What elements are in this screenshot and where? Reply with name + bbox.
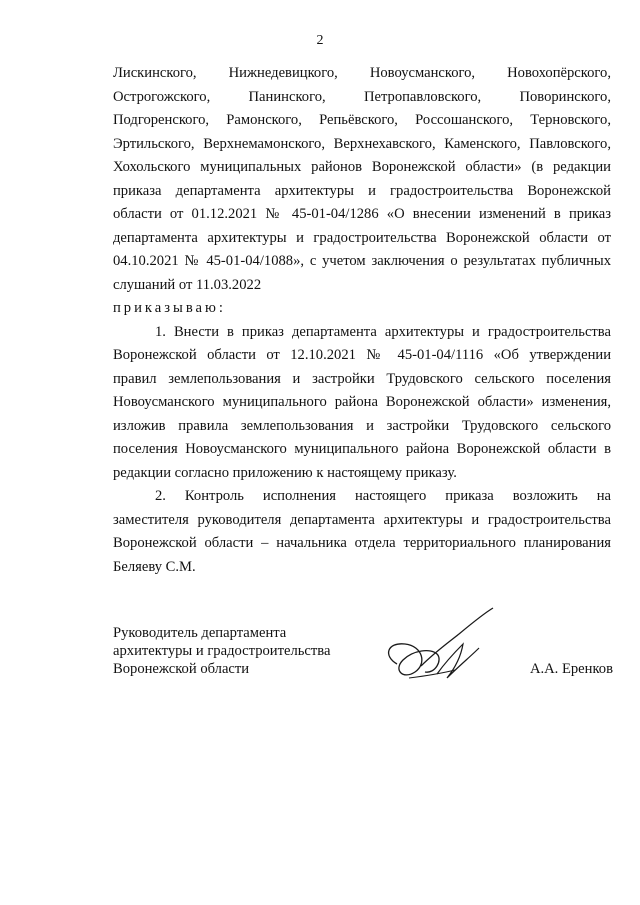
- text-line: изложив правила землепользования и застройки Трудовского сельского: [113, 417, 611, 434]
- text-line: Воронежской области – начальника отдела территориального планирования: [113, 535, 611, 551]
- text-line: заместителя руководителя департамента архитектуры и градостроительства: [113, 511, 611, 528]
- text-line: поселения Новоусманского муниципального района Воронежской области в: [113, 441, 611, 457]
- text-line: Острогожского, Панинского, Петропавловского, Поворинского,: [113, 88, 611, 105]
- text-line: Лискинского, Нижнедевицкого, Новоусманского, Новохопёрского,: [113, 65, 611, 81]
- text-line: департамента архитектуры и градостроительства Воронежской области от: [113, 229, 611, 246]
- text-line: Беляеву С.М.: [113, 558, 196, 575]
- text-line: Хохольского муниципальных районов Воронежской области» (в редакции: [113, 159, 611, 175]
- signatory-title-line-2: архитектуры и градостроительства: [113, 643, 331, 659]
- text-line: 2. Контроль исполнения настоящего приказа возложить на: [155, 488, 611, 504]
- page-number: 2: [316, 33, 324, 48]
- text-line: Новоусманского муниципального района Воронежской области» изменения,: [113, 394, 611, 410]
- handwritten-signature: [375, 604, 505, 699]
- signatory-name: А.А. Еренков: [529, 661, 613, 677]
- signatory-title-line-1: Руководитель департамента: [113, 625, 287, 641]
- text-line: приказа департамента архитектуры и градостроительства Воронежской: [113, 182, 611, 199]
- text-line: приказываю:: [113, 300, 226, 316]
- text-line: правил землепользования и застройки Трудовского сельского поселения: [113, 370, 611, 387]
- text-line: Эртильского, Верхнемамонского, Верхнехавского, Каменского, Павловского,: [113, 135, 611, 152]
- text-line: области от 01.12.2021 № 45-01-04/1286 «О внесении изменений в приказ: [113, 206, 611, 222]
- signatory-title: [113, 624, 330, 678]
- signature-block: [113, 624, 613, 714]
- document-body: [113, 62, 611, 579]
- text-line: слушаний от 11.03.2022: [113, 276, 262, 293]
- signatory-title-line-3: Воронежской области: [113, 661, 250, 677]
- text-line: 1. Внести в приказ департамента архитектуры и градостроительства: [155, 323, 611, 340]
- text-line: Подгоренского, Рамонского, Репьёвского, Россошанского, Терновского,: [113, 112, 611, 128]
- text-line: редакции согласно приложению к настоящему приказу.: [113, 464, 457, 481]
- text-line: Воронежской области от 12.10.2021 № 45-01-04/1116 «Об утверждении: [113, 347, 611, 363]
- text-line: 04.10.2021 № 45-01-04/1088», с учетом заключения о результатах публичных: [113, 253, 611, 269]
